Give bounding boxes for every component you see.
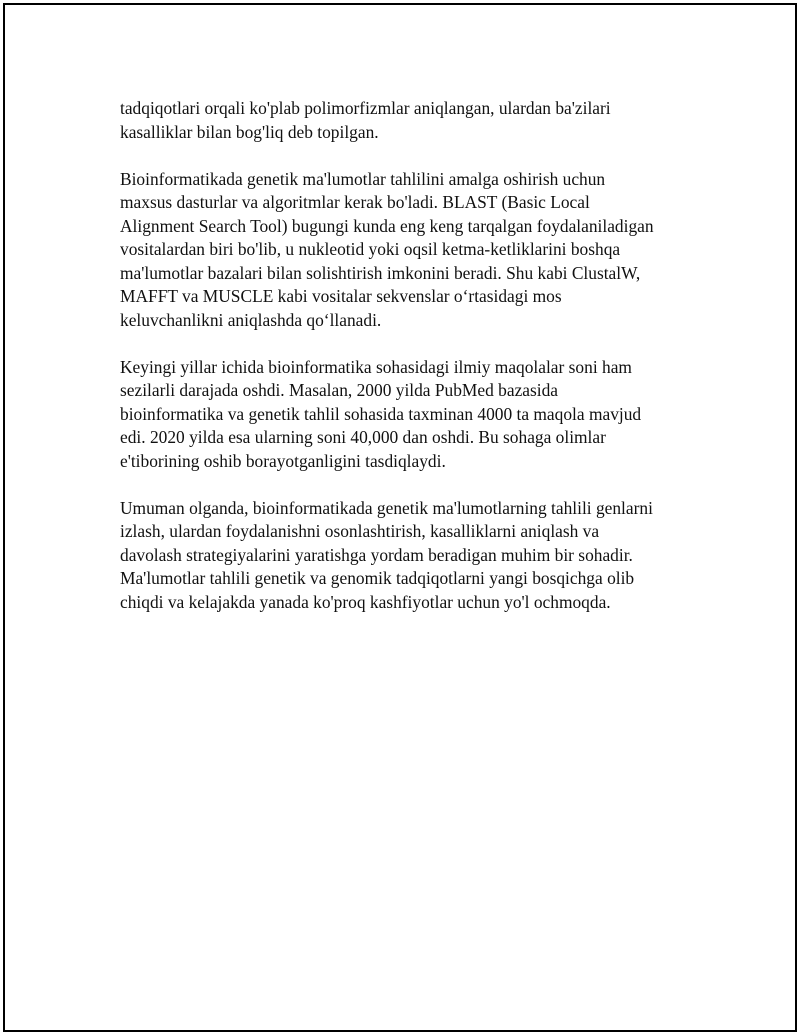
text-line: chiqdi va kelajakda yanada ko'proq kashfiyotlar uchun yo'l ochmoqda. — [120, 591, 611, 612]
text-line: Ma'lumotlar tahlili genetik va genomik tadqiqotlarni yangi bosqichga olib — [120, 568, 635, 588]
text-line: izlash, ulardan foydalanishni osonlashtirish, kasalliklarni aniqlash va — [120, 521, 600, 541]
text-line: Alignment Search Tool) bugungi kunda eng keng tarqalgan foydalaniladigan — [120, 215, 654, 236]
text-line: sezilarli darajada oshdi. Masalan, 2000 yilda PubMed bazasida — [120, 380, 559, 400]
text-line: ma'lumotlar bazalari bilan solishtirish imkonini beradi. Shu kabi ClustalW, — [120, 262, 641, 283]
text-line: Umuman olganda, bioinformatikada genetik ma'lumotlarning tahlili genlarni — [120, 497, 653, 518]
text-line: tadqiqotlari orqali ko'plab polimorfizmlar aniqlangan, ulardan ba'zilari — [120, 98, 611, 118]
text-line: MAFFT va MUSCLE kabi vositalar sekvenslar o‘rtasidagi mos — [120, 286, 562, 306]
text-line: kasalliklar bilan bog'liq deb topilgan. — [120, 121, 379, 142]
document-page — [3, 3, 797, 1032]
paragraph-publications — [120, 356, 700, 474]
text-line: keluvchanlikni aniqlashda qo‘llanadi. — [120, 309, 382, 330]
paragraph-tools — [120, 168, 700, 333]
text-line: vositalardan biri bo'lib, u nukleotid yoki oqsil ketma-ketliklarini boshqa — [120, 239, 621, 259]
paragraph-polymorphisms — [120, 97, 700, 144]
text-line: bioinformatika va genetik tahlil sohasida taxminan 4000 ta maqola mavjud — [120, 403, 642, 424]
text-line: e'tiborining oshib borayotganligini tasdiqlaydi. — [120, 450, 446, 471]
text-line: davolash strategiyalarini yaratishga yordam beradigan muhim bir sohadir. — [120, 544, 633, 565]
text-line: edi. 2020 yilda esa ularning soni 40,000 dan oshdi. Bu sohaga olimlar — [120, 427, 606, 447]
text-line: Bioinformatikada genetik ma'lumotlar tahlilini amalga oshirish uchun — [120, 168, 606, 189]
text-line: maxsus dasturlar va algoritmlar kerak bo'ladi. BLAST (Basic Local — [120, 192, 590, 212]
text-line: Keyingi yillar ichida bioinformatika sohasidagi ilmiy maqolalar soni ham — [120, 356, 632, 377]
document-body — [120, 97, 700, 638]
paragraph-conclusion — [120, 497, 700, 615]
